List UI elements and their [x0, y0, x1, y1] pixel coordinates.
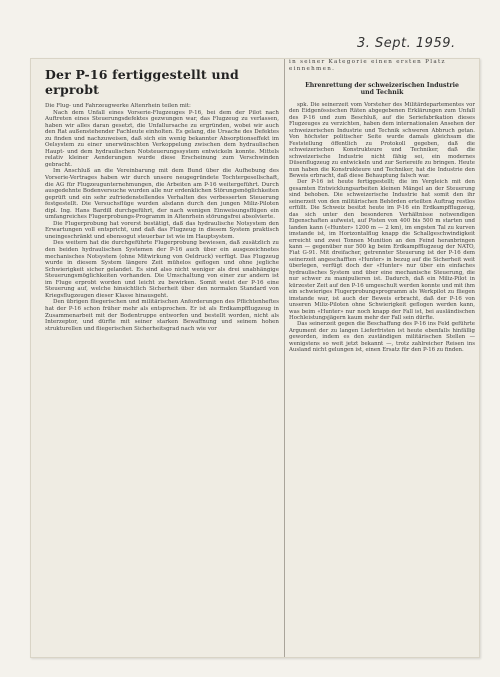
article-paragraph: Der P-16 ist heute fertiggestellt; die im Vergleich mit den gesamten Entwicklungsarbeiten kleinen Mängel an der Steuerung sind behoben. Die schweizerische Industrie hat somit den ihr seinerzeit von den militärischen Behörden erteilten Auftrag restlos erfüllt. Die Schweiz besitzt heute im P-16 ein Erdkampfflugzeug, das sich unter den besonderen Verhältnisse notwendigen Eigenschaften aufweist, auf Pisten von 400 bis 500 m starten und landen kann («Hunter» 1200 m — 2 km), im engsten Tal zu kurven imstande ist, im Horizontalflug knapp die Schallgeschwindigkeit erreicht und zwei Tonnen Munition an den Feind heranbringen kann — gegenüber nur 500 kg beim Erdkampfflugzeug der NATO, Fiat G-91. Mit dreifacher, getrennter Steuerung ist der P-16 dem seinerzeit angeschafften «Hunter» in bezug auf die Sicherheit weit überlegen, verfügt doch der «Hunter» nur über ein einfaches hydraulisches System und über eine mechanische Steuerung, die nur schwer zu manipulieren ist. Dadurch, daß ein Miliz-Pilot in kürzester Zeit auf den P-16 umgeschult werden konnte und mit ihm ein schwieriges Flugerprobungsprogramm als Werkpilot zu fliegen imstande war, ist auch der Beweis erbracht, daß der P-16 von unseren Miliz-Piloten ohne Schwierigkeit geflogen werden kann, was beim «Hunter» nur noch knapp der Fall ist, bei ausländischen Hochleistungsjägern kaum mehr der Fall sein dürfte. — [289, 179, 475, 321]
column-divider — [284, 59, 285, 657]
article-paragraph: Das seinerzeit gegen die Beschaffung des P-16 ins Feld geführte Argument der zu langen Lieferfristen ist heute ebenfalls hinfällig geworden, indem es den zuständigen militärischen Stellen — wenigstens so weit jetzt bekannt —, trotz zahlreicher Reisen ins Ausland nicht gelungen ist, einen Ersatz für den P-16 zu finden. — [289, 321, 475, 354]
newspaper-clipping — [30, 58, 480, 658]
article-paragraph: Die Flugerprobung hat vorerst bestätigt, daß das hydraulische Notsystem den Erwartungen voll entspricht, und daß das Flugzeug in diesem System praktisch uneingeschränkt und ebensogut steuerbar ist wie im Hauptsystem. — [45, 220, 279, 240]
article-subheadline: Ehrenrettung der schweizerischen Industrie und Technik — [305, 81, 459, 96]
article-paragraph: Des weitern hat die durchgeführte Flugerprobung bewiesen, daß zusätzlich zu den beiden hydraulischen Systemen der P-16 auch über ein ausgezeichnetes mechanisches Notsystem (ohne Mitwirkung von Oeldruck) verfügt. Das Flugzeug wurde in diesem System längere Zeit mühelos geflogen und ohne jegliche Schwierigkeit sicher gelandet. Es sind also nicht weniger als drei unabhängige Steuerungsmöglichkeiten vorhanden. Die Umschaltung von einer zur andern ist im Fluge erprobt worden und leicht zu bewirken. Somit weist der P-16 eine Steuerung auf, welche hinsichtlich Sicherheit über den normalen Standard von Kriegsflugzeugen dieser Klasse hinausgeht. — [45, 240, 279, 299]
article-headline: Der P-16 fertiggestellt und erprobt — [45, 67, 239, 97]
article-paragraph: spk. Die seinerzeit vom Vorsteher des Militärdepartementes vor den Eidgenössischen Räten abgegebenen Erklärungen zum Unfall des P-16 und zum Beschluß, auf die Seriefabrikation dieses Flugzeuges zu verzichten, haben dem internationalen Ansehen der schweizerischen Industrie und Technik schweren Abbruch getan. Von höchster politischer Seite wurde damals gleichsam die Feststellung öffentlich zu Protokoll gegeben, daß die schweizerischen Konstrukteure und Techniker, daß die schweizerische Industrie nicht fähig sei, ein modernes Düsenflugzeug zu entwickeln und zur Seriereife zu bringen. Heute nun haben die Konstrukteure und Techniker, hat die Industrie den Beweis erbracht, daß diese Behauptung falsch war. — [289, 102, 475, 179]
article-paragraph: Die Flug- und Fahrzeugwerke Altenrhein teilen mit: — [45, 103, 191, 109]
date-stamp: 3. Sept. 1959. — [357, 36, 456, 51]
article-paragraph: Im Anschluß an die Vereinbarung mit dem Bund über die Aufhebung des Vorserie-Vertrages haben wir durch unsere neugegründete Tochtergesellschaft, die AG für Flugzeugunternehmungen, die Arbeiten am P-16 weitergeführt. Durch ausgedehnte Bodenversuche wurden alle nur erdenklichen Störungsmöglichkeiten geprüft und ein sehr zufriedenstellendes Verhalten des verbesserten Steuerung festgestellt. Die Versuchsflüge wurden alsdann durch den jungen Miliz-Piloten dipl. Ing. Hans Bardill durchgeführt, der nach wenigen Einweisungsflügen ein umfangreiches Flugerprobungs-Programm in Altenrhein störungsfrei absolvierte. — [45, 168, 279, 221]
article-paragraph: Nach dem Unfall eines Vorserie-Flugzeuges P-16, bei dem der Pilot nach Auftreten eines Steuerungsdefektes gezwungen war, das Flugzeug zu verlassen, haben wir alles daran gesetzt, die Unfallursache zu ergründen, wobei wir auch den Rat außenstehender Fachleute einholten. Es gelang, die Ursache des Defektes zu finden und nachzuweisen, daß sich ein wenig bekannter Absorptionseffekt im Oelsystem zu einer unerwünschten Verkoppelung zwischen dem hydraulischen Haupt- und dem hydraulischen Notsteuerungssystem entwickeln konnte. Mittels relativ kleiner Aenderungen wurde diese Erscheinung zum Verschwinden gebracht. — [45, 109, 279, 168]
article-paragraph: Den übrigen fliegerischen und militärischen Anforderungen des Pflichtenheftes hat der P-16 schon früher mehr als entsprochen. Er ist als Erdkampfflugzeug in Zusammenarbeit mit der Bodentruppe entworfen und bestellt worden, nicht als Interzeptor, und dürfte mit seiner starken Bewaffnung und seinem hohen strukturellen und fliegerischen Sicherheitsgrad nach wie vor — [45, 299, 279, 332]
right-column — [289, 59, 475, 651]
continued-text: in seiner Kategorie einen ersten Platz einnehmen. — [289, 59, 446, 72]
left-column — [45, 67, 279, 652]
